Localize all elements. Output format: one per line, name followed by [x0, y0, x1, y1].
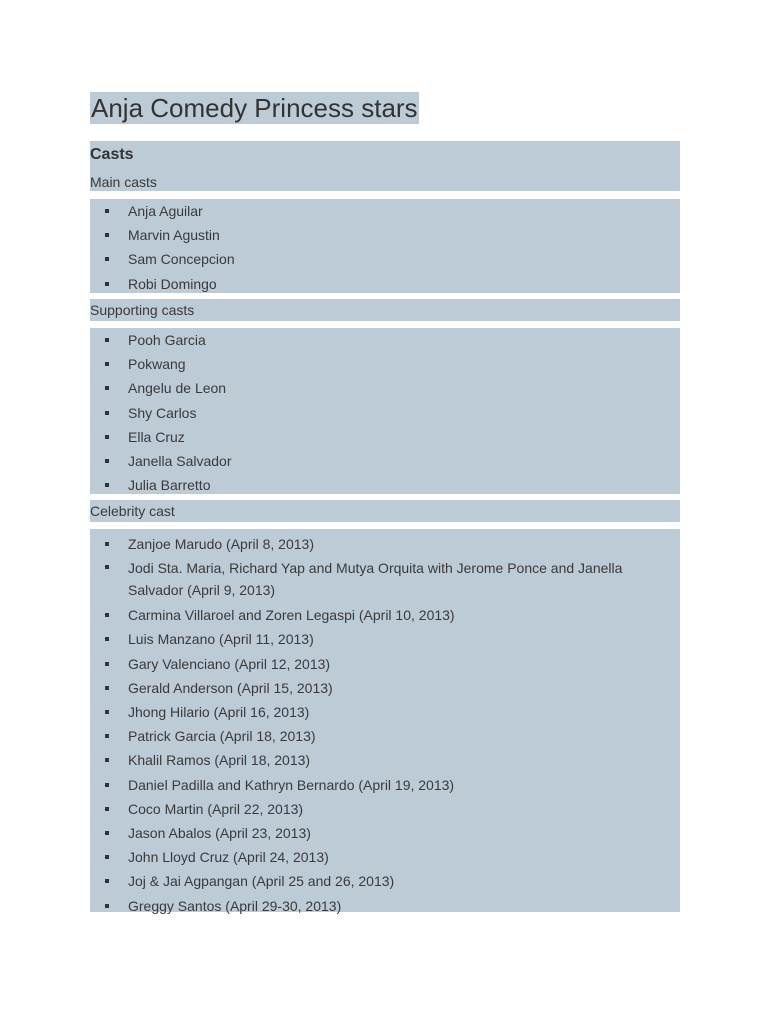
celebrity-cast-list: [90, 532, 680, 918]
list-item-text: Greggy Santos (April 29-30, 2013): [128, 897, 342, 914]
list-item: [90, 773, 680, 797]
supporting-casts-list-block: [90, 328, 680, 494]
list-item: [90, 401, 680, 425]
list-item: [90, 199, 680, 223]
bullet-icon: [105, 613, 109, 617]
bullet-icon: [105, 411, 109, 415]
list-item: [90, 797, 680, 821]
list-item: [90, 376, 680, 400]
main-casts-list-block: [90, 199, 680, 293]
list-item-text: Julia Barretto: [128, 477, 211, 494]
bullet-icon: [105, 386, 109, 390]
list-item-text: Luis Manzano (April 11, 2013): [128, 631, 314, 648]
list-item-text: Daniel Padilla and Kathryn Bernardo (April 19, 2013): [128, 776, 455, 793]
bullet-icon: [105, 855, 109, 859]
list-item: [90, 821, 680, 845]
list-item-text: Joj & Jai Agpangan (April 25 and 26, 2013): [128, 873, 395, 890]
list-item-text: Khalil Ramos (April 18, 2013): [128, 752, 311, 769]
bullet-icon: [105, 807, 109, 811]
bullet-icon: [105, 686, 109, 690]
bullet-icon: [105, 758, 109, 762]
casts-heading: Casts: [90, 146, 134, 163]
list-item: [90, 894, 680, 918]
list-item-text: John Lloyd Cruz (April 24, 2013): [128, 849, 329, 866]
bullet-icon: [105, 831, 109, 835]
list-item: [90, 845, 680, 869]
list-item: [90, 556, 680, 603]
bullet-icon: [105, 565, 109, 569]
bullet-icon: [105, 542, 109, 546]
list-item-text: Ella Cruz: [128, 428, 185, 445]
bullet-icon: [105, 209, 109, 213]
list-item: [90, 748, 680, 772]
celebrity-cast-list-block: [90, 529, 680, 912]
main-casts-list: [90, 199, 680, 296]
bullet-icon: [105, 783, 109, 787]
list-item: [90, 652, 680, 676]
bullet-icon: [105, 459, 109, 463]
list-item: [90, 449, 680, 473]
list-item-text: Jhong Hilario (April 16, 2013): [128, 704, 310, 721]
bullet-icon: [105, 338, 109, 342]
list-item-text: Sam Concepcion: [128, 251, 235, 268]
list-item: [90, 676, 680, 700]
list-item-text: Pooh Garcia: [128, 332, 206, 348]
list-item-text: Marvin Agustin: [128, 227, 220, 244]
list-item-text: Jodi Sta. Maria, Richard Yap and Mutya Orquita with Jerome Ponce and Janella Salvador (April 9, 2013): [128, 560, 623, 598]
list-item-text: Angelu de Leon: [128, 380, 227, 397]
celebrity-cast-label: Celebrity cast: [90, 500, 680, 522]
list-item-text: Jason Abalos (April 23, 2013): [128, 825, 311, 842]
document-page: [90, 92, 680, 912]
list-item: [90, 700, 680, 724]
list-item: [90, 352, 680, 376]
list-item-text: Anja Aguilar: [128, 203, 203, 219]
list-item-text: Zanjoe Marudo (April 8, 2013): [128, 536, 314, 552]
bullet-icon: [105, 435, 109, 439]
supporting-casts-label: Supporting casts: [90, 299, 680, 321]
casts-header-block: [90, 141, 680, 191]
bullet-icon: [105, 483, 109, 487]
list-item: [90, 724, 680, 748]
supporting-casts-list: [90, 328, 680, 497]
list-item: [90, 272, 680, 296]
list-item: [90, 603, 680, 627]
list-item: [90, 425, 680, 449]
bullet-icon: [105, 282, 109, 286]
list-item: [90, 223, 680, 247]
list-item-text: Gerald Anderson (April 15, 2013): [128, 679, 333, 696]
list-item-text: Robi Domingo: [128, 275, 217, 292]
list-item: [90, 328, 680, 352]
bullet-icon: [105, 257, 109, 261]
main-casts-label: Main casts: [90, 174, 157, 190]
bullet-icon: [105, 662, 109, 666]
list-item-text: Coco Martin (April 22, 2013): [128, 800, 304, 817]
list-item-text: Pokwang: [128, 356, 186, 373]
bullet-icon: [105, 904, 109, 908]
list-item: [90, 627, 680, 651]
list-item-text: Patrick Garcia (April 18, 2013): [128, 728, 316, 745]
list-item-text: Janella Salvador: [128, 453, 232, 470]
bullet-icon: [105, 710, 109, 714]
list-item-text: Gary Valenciano (April 12, 2013): [128, 655, 331, 672]
bullet-icon: [105, 362, 109, 366]
list-item: [90, 247, 680, 271]
list-item: [90, 473, 680, 497]
list-item-text: Carmina Villaroel and Zoren Legaspi (April 10, 2013): [128, 607, 455, 624]
bullet-icon: [105, 637, 109, 641]
bullet-icon: [105, 734, 109, 738]
page-title: Anja Comedy Princess stars: [91, 93, 418, 123]
list-item-text: Shy Carlos: [128, 404, 197, 421]
bullet-icon: [105, 233, 109, 237]
list-item: [90, 532, 680, 556]
list-item: [90, 869, 680, 893]
bullet-icon: [105, 879, 109, 883]
